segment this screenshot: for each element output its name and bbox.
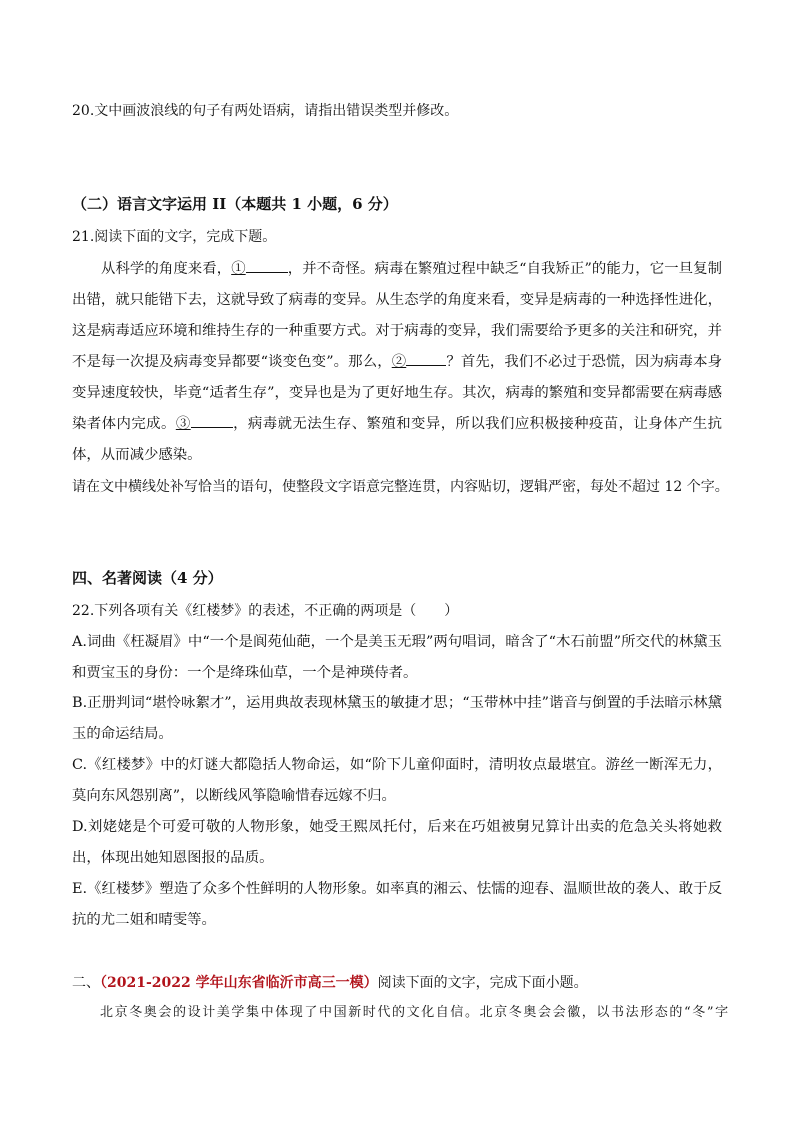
blank-2-number: ② xyxy=(391,354,407,370)
section-number: 二、 xyxy=(72,975,100,991)
section-instruction: 阅读下面的文字，完成下面小题。 xyxy=(377,975,588,991)
exam-source: （2021-2022 学年山东省临沂市高三一模） xyxy=(100,975,378,991)
passage-segment: ？首先，我们不必过于恐慌，因为病毒本身变异速度较快，毕竟“适者生存”，变异也是为了更好地生存。其次，病毒的繁殖和变异都需要在病毒感染者体内完成。 xyxy=(72,354,722,432)
blank-3-number: ③ xyxy=(175,416,191,432)
option-a: A.词曲《枉凝眉》中“一个是阆苑仙葩，一个是美玉无瑕”两句唱词，暗含了“木石前盟”所交代的林黛玉和贾宝玉的身份：一个是绛珠仙草，一个是神瑛侍者。 xyxy=(72,634,722,681)
passage-segment: ，病毒就无法生存、繁殖和变异，所以我们应积极接种疫苗，让身体产生抗体，从而减少感染。 xyxy=(72,416,722,463)
option-b: B.正册判词“堪怜咏絮才”，运用典故表现林黛玉的敏捷才思；“玉带林中挂”谐音与倒置的手法暗示林黛玉的命运结局。 xyxy=(72,695,722,742)
question-20: 20.文中画波浪线的句子有两处语病，请指出错误类型并修改。 xyxy=(72,103,459,119)
blank-1-line xyxy=(246,256,288,273)
option-d: D.刘姥姥是个可爱可敬的人物形象，她受王熙凤托付，后来在巧姐被舅兄算计出卖的危急关头将她救出，体现出她知恩图报的品质。 xyxy=(72,819,722,866)
question-21-intro: 21.阅读下面的文字，完成下题。 xyxy=(72,229,277,245)
section-heading-language-use-2: （二）语言文字运用 II（本题共 1 小题，6 分） xyxy=(72,195,398,213)
passage-segment: ，并不奇怪。病毒在繁殖过程中缺乏“自我矫正”的能力，它一旦复制出错，就只能错下去，这就导致了病毒的变异。从生态学的角度来看，变异是病毒的一种选择性进化，这是病毒适应环境和维持生存的一种重要方式。对于病毒的变异，我们需要给予更多的关注和研究，并不是每一次提及病毒变异都要“谈变色变”。那么， xyxy=(72,261,722,370)
option-c: C.《红楼梦》中的灯谜大都隐括人物命运，如“阶下儿童仰面时，清明妆点最堪宜。游丝一断浑无力，莫向东风怨别离”，以断线风筝隐喻惜春远嫁不归。 xyxy=(72,757,722,804)
passage-segment: 从科学的角度来看， xyxy=(101,261,232,277)
question-21-instruction: 请在文中横线处补写恰当的语句，使整段文字语意完整连贯，内容贴切，逻辑严密，每处不超过 12 个字。 xyxy=(72,479,729,495)
blank-2-line xyxy=(406,349,446,366)
passage-first-line: 北京冬奥会的设计美学集中体现了中国新时代的文化自信。北京冬奥会会徽，以书法形态的“冬”字 xyxy=(100,1005,730,1020)
next-section-header xyxy=(72,973,588,993)
option-e: E.《红楼梦》塑造了众多个性鲜明的人物形象。如率真的湘云、怯懦的迎春、温顺世故的袭人、敢于反抗的尤二姐和晴雯等。 xyxy=(72,881,722,928)
question-22-stem: 22.下列各项有关《红楼梦》的表述，不正确的两项是（ ） xyxy=(72,603,459,619)
blank-1-number: ① xyxy=(231,261,246,277)
blank-3-line xyxy=(191,411,233,428)
question-21-passage xyxy=(72,254,722,471)
section-heading-classics: 四、名著阅读（4 分） xyxy=(72,569,223,587)
